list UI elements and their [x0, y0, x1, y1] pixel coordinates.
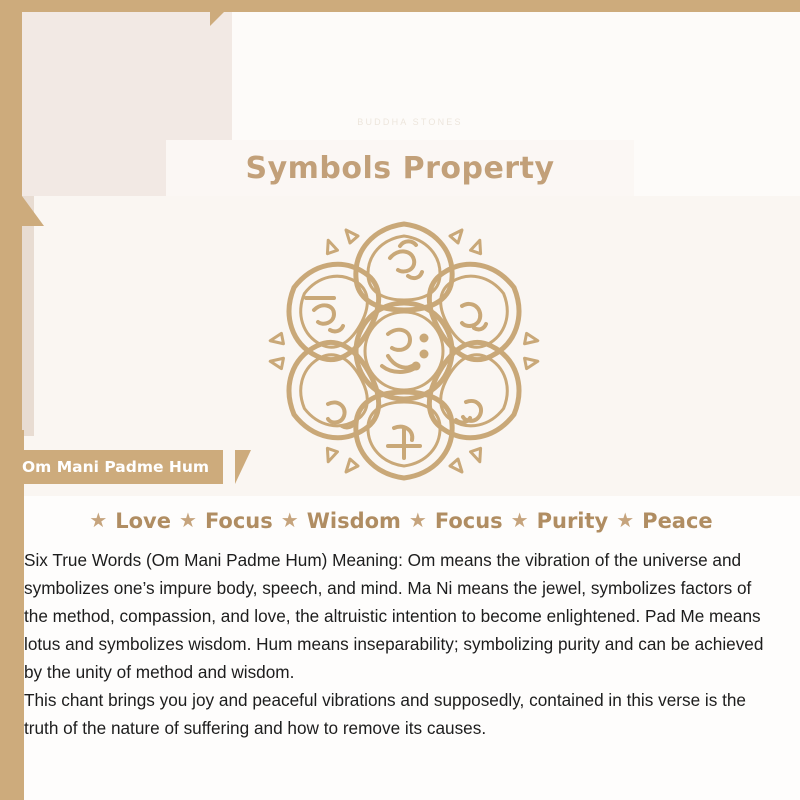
star-icon: ★ [280, 510, 299, 532]
background-left-accent-block [0, 430, 24, 800]
background-left-diagonal-accent [22, 196, 44, 226]
description-block [24, 546, 772, 742]
keyword-item: Focus [434, 509, 503, 533]
description-paragraph-1: Six True Words (Om Mani Padme Hum) Meaning: Om means the vibration of the universe and symbolizes one’s impure body, speech, and mind. Ma Ni means the jewel, symbolizes factors of the method, compassion, and love, the altruistic intention to become enlightened. Pad Me means lotus and symbolizes wisdom. Hum means inseparability; symbolizing purity and can be achieved by the unity of method and wisdom. [24, 550, 764, 682]
background-top-diagonal-accent [210, 0, 236, 26]
mantra-ribbon-label: Om Mani Padme Hum [22, 458, 210, 476]
keyword-item: Purity [536, 509, 609, 533]
title-banner [166, 140, 634, 196]
star-icon: ★ [510, 510, 529, 532]
mantra-ribbon [0, 450, 223, 484]
keyword-item: Wisdom [306, 509, 401, 533]
brand-watermark-label: BUDDHA STONES [357, 117, 463, 127]
mantra-ribbon-tail [235, 450, 251, 484]
star-icon: ★ [89, 510, 108, 532]
lotus-mandala-icon [248, 206, 560, 496]
background-top-accent-bar [0, 0, 800, 12]
keyword-item: Peace [642, 509, 713, 533]
star-icon: ★ [179, 510, 197, 532]
description-paragraph-2: This chant brings you joy and peaceful vibrations and supposedly, contained in this verse is the truth of the nature of suffering and how to remove its causes. [24, 690, 746, 738]
star-icon: ★ [616, 510, 635, 532]
keyword-item: Love [115, 509, 171, 533]
brand-watermark [300, 26, 520, 146]
star-icon: ★ [408, 510, 427, 532]
keyword-list [22, 509, 782, 533]
page-title: Symbols Property [245, 150, 555, 186]
keyword-item: Focus [204, 509, 273, 533]
